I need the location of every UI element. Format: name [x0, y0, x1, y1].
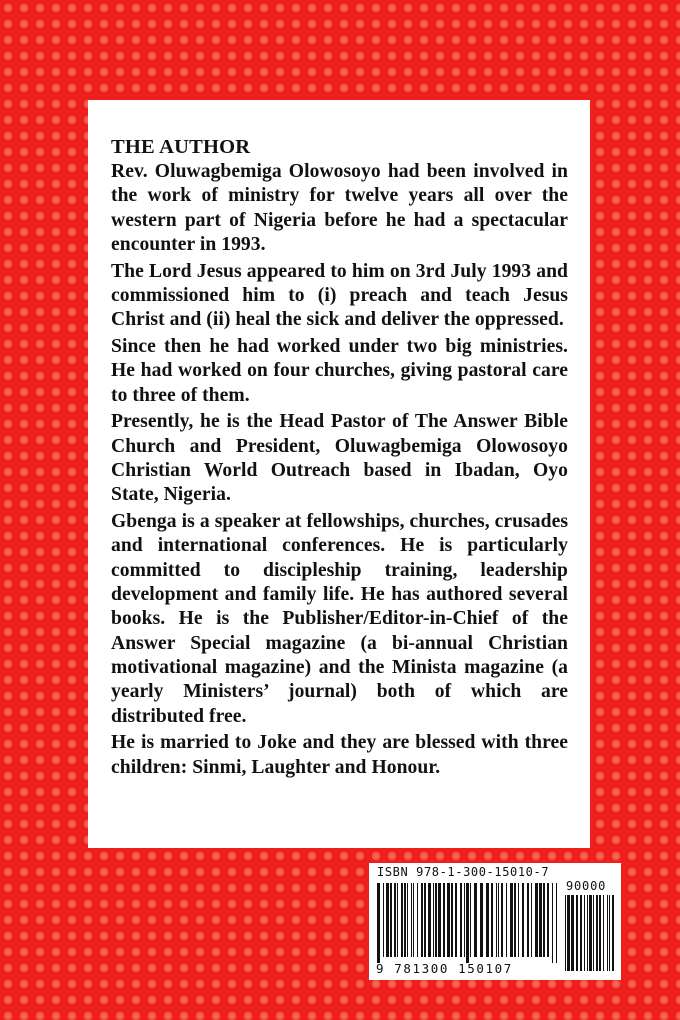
barcode-bar — [438, 883, 441, 957]
barcode-bar — [394, 883, 396, 957]
bio-paragraph-4: Presently, he is the Head Pastor of The Answer Bible Church and President, Oluwagbemiga Olowosoyo Christian World Outreach based in Ibadan, Oyo State, Nigeria. — [111, 411, 568, 506]
barcode-bar — [407, 883, 408, 957]
barcode-bar — [510, 883, 513, 957]
isbn-label: ISBN 978-1-300-15010-7 — [377, 865, 550, 879]
barcode-bar — [589, 895, 592, 971]
barcode-bar — [596, 895, 598, 971]
barcode-bar — [466, 883, 469, 963]
barcode-bar — [491, 883, 493, 957]
barcode-bar — [518, 883, 519, 957]
barcode-bar — [433, 883, 434, 957]
barcode-bar — [612, 895, 614, 971]
barcode-bar — [587, 895, 588, 971]
barcode-bar — [424, 883, 426, 957]
barcode-bar — [421, 883, 423, 957]
barcode-bar — [417, 883, 418, 957]
barcode-bar — [584, 895, 585, 971]
barcode-bar — [443, 883, 445, 957]
barcode-bar — [480, 883, 483, 957]
barcode-bar — [576, 895, 578, 971]
section-heading: THE AUTHOR — [111, 136, 251, 158]
barcode-bar — [498, 883, 499, 957]
barcode-bar — [486, 883, 489, 957]
barcode-bar — [496, 883, 497, 957]
barcode-bar — [609, 895, 610, 971]
barcode-bar — [535, 883, 538, 957]
barcode-bar — [401, 883, 403, 957]
barcode-bar — [522, 883, 524, 957]
barcode-bar — [447, 883, 450, 957]
barcode-bar — [607, 895, 608, 971]
barcode-bar — [390, 883, 392, 957]
barcode-bar — [386, 883, 389, 957]
barcode-bar — [411, 883, 412, 957]
barcode-bar — [451, 883, 453, 957]
barcode-bar — [413, 883, 414, 957]
author-bio-panel — [88, 100, 590, 848]
barcode-bar — [428, 883, 431, 957]
barcode-bar — [474, 883, 477, 957]
barcode-bar — [571, 895, 574, 971]
bio-paragraph-1: Rev. Oluwagbemiga Olowosoyo had been involved in the work of ministry for twelve years all over the western part of Nigeria before he had a spectacular encounter in 1993. — [111, 161, 568, 255]
barcode-bar — [506, 883, 507, 957]
barcode-bar — [547, 883, 549, 957]
barcode-bar — [593, 895, 594, 971]
ean-digits: 9 781300 150107 — [376, 961, 513, 976]
barcode-bar — [527, 883, 529, 957]
barcode-bar — [377, 883, 380, 963]
addon-digits: 90000 — [566, 879, 607, 893]
barcode-bar — [552, 883, 553, 963]
barcode-bar — [556, 883, 557, 963]
barcode-bar — [383, 883, 384, 957]
bio-paragraph-5: Gbenga is a speaker at fellowships, churches, crusades and international conferences. He is particularly committed to discipleship training, leadership development and family life. He has authored several books. He is the Publisher/Editor-in-Chief of the Answer Special magazine (a bi-annual Christian motivational magazine) and the Minista magazine (a yearly Ministers’ journal) both of which are distributed free. — [111, 511, 568, 727]
barcode-bar — [460, 883, 462, 957]
barcode-bar — [539, 883, 542, 957]
barcode-bar — [531, 883, 532, 957]
barcode-bar — [501, 883, 503, 957]
isbn-barcode — [369, 863, 621, 980]
bio-paragraph-3: Since then he had worked under two big ministries. He had worked on four churches, giving pastoral care to three of them. — [111, 336, 568, 406]
bio-paragraph-2: The Lord Jesus appeared to him on 3rd July 1993 and commissioned him to (i) preach and teach Jesus Christ and (ii) heal the sick and deliver the oppressed. — [111, 260, 568, 331]
barcode-bar — [404, 883, 406, 957]
barcode-bar — [435, 883, 437, 957]
barcode-bar — [455, 883, 457, 957]
barcode-bar — [567, 895, 570, 971]
barcode-bar — [464, 883, 465, 957]
barcode-bar — [603, 895, 604, 971]
barcode-bar — [599, 895, 601, 971]
bio-paragraph-6: He is married to Joke and they are blessed with three children: Sinmi, Laughter and Honour. — [111, 732, 568, 778]
barcode-bar — [543, 883, 545, 957]
barcode-bar — [514, 883, 516, 957]
barcode-bar — [470, 883, 471, 957]
barcode-bar — [580, 895, 582, 971]
barcode-bar — [565, 895, 566, 971]
barcode-bar — [397, 883, 398, 957]
